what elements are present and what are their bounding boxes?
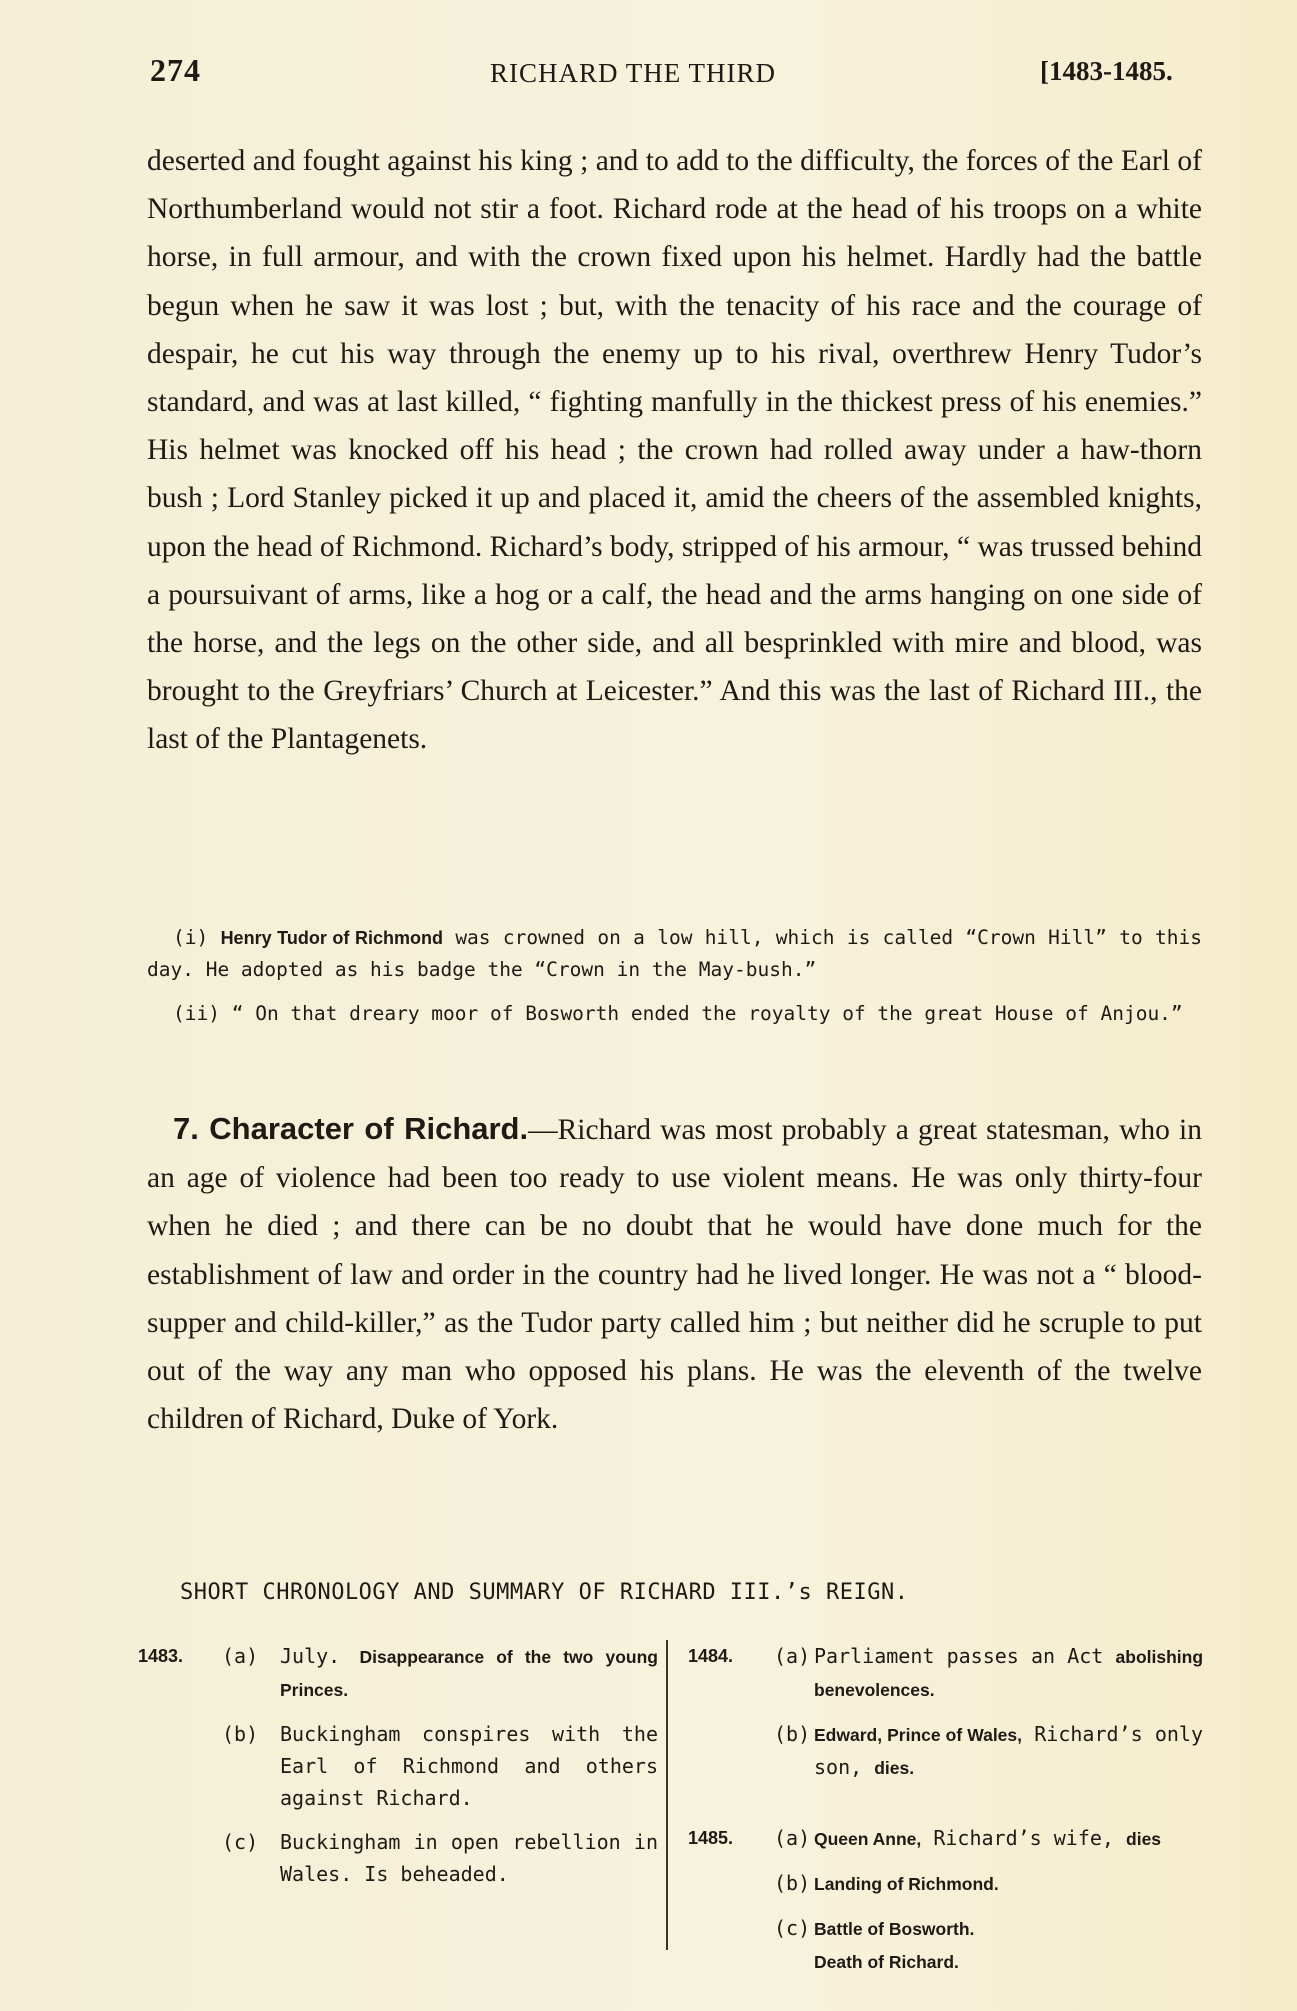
entry-bold: Landing of Richmond. bbox=[814, 1874, 999, 1894]
entry-text: Buckingham conspires with the Earl of Richmond and others against Richard. bbox=[280, 1722, 658, 1810]
entry-bold: abolishing benevolences. bbox=[814, 1647, 1204, 1700]
section-text: —Richard was most probably a great statesman, who in an age of violence had been too ready to use violent means. He was only thirty-four when he died ; and there can be no doubt that he would have done much for the establishment of law and order in the country had he lived longer. He was not a “ blood-supper and child-killer,” as the Tudor party called him ; but neither did he scruple to put out of the way any man who opposed his plans. He was the eleventh of the twelve children of Richard, Duke of York. bbox=[147, 1114, 1202, 1436]
page-number: 274 bbox=[150, 52, 201, 88]
chronology-entry bbox=[138, 1826, 658, 1890]
entry-text: Parliament passes an Act bbox=[814, 1644, 1104, 1668]
chronology-entry bbox=[688, 1640, 1203, 1706]
paragraph-character bbox=[147, 1105, 1202, 1443]
note-ii bbox=[147, 998, 1202, 1030]
column-divider bbox=[666, 1640, 668, 1950]
chronology-entry bbox=[688, 1718, 1203, 1784]
entry-bold: dies bbox=[1126, 1829, 1162, 1849]
footnotes bbox=[147, 922, 1202, 1042]
chronology-entry bbox=[138, 1640, 658, 1706]
entry-marker: (b) bbox=[222, 1722, 259, 1746]
section-heading: 7. Character of Richard. bbox=[173, 1111, 529, 1146]
chronology-right-column bbox=[688, 1640, 1203, 1990]
note-bold: Henry Tudor of Richmond bbox=[220, 928, 443, 948]
running-header bbox=[0, 52, 1297, 102]
note-i bbox=[147, 922, 1202, 986]
entry-marker: (a) bbox=[222, 1644, 259, 1668]
chronology-left-column bbox=[138, 1640, 658, 1902]
note-text: “ On that dreary moor of Bosworth ended the royalty of the great House of Anjou.” bbox=[231, 1002, 1183, 1025]
entry-bold: Edward, Prince of Wales, bbox=[814, 1725, 1023, 1745]
note-label: (ii) bbox=[173, 1002, 220, 1025]
note-label: (i) bbox=[173, 926, 209, 949]
entry-text: Buckingham in open rebellion in Wales. Is beheaded. bbox=[280, 1830, 658, 1886]
entry-text: Richard’s only son, bbox=[814, 1722, 1204, 1779]
entry-bold: dies. bbox=[874, 1758, 915, 1778]
entry-marker: (b) bbox=[774, 1722, 811, 1746]
chronology-entry bbox=[688, 1867, 1203, 1900]
entry-marker: (c) bbox=[222, 1830, 259, 1854]
entry-marker: (c) bbox=[774, 1916, 811, 1940]
header-years: [1483-1485. bbox=[1040, 56, 1173, 86]
chronology-entry bbox=[688, 1912, 1203, 1978]
entry-bold: Queen Anne, bbox=[814, 1829, 922, 1849]
chronology-entry bbox=[138, 1718, 658, 1814]
entry-marker: (a) bbox=[774, 1644, 811, 1668]
entry-bold: Disappearance of the two young Princes. bbox=[280, 1647, 658, 1700]
entry-bold: Battle of Bosworth. bbox=[814, 1919, 975, 1939]
chronology-title: SHORT CHRONOLOGY AND SUMMARY OF RICHARD III.’s REIGN. bbox=[180, 1580, 909, 1605]
entry-year: 1483. bbox=[138, 1646, 184, 1666]
entry-text: Richard’s wife, bbox=[933, 1826, 1114, 1850]
chronology-entry bbox=[688, 1822, 1203, 1855]
entry-bold: Death of Richard. bbox=[814, 1952, 959, 1972]
entry-marker: (b) bbox=[774, 1871, 811, 1895]
entry-marker: (a) bbox=[774, 1826, 811, 1850]
running-title: RICHARD THE THIRD bbox=[490, 58, 777, 88]
note-text: was crowned on a low hill, which is called “Crown Hill” to this day. He adopted as his badge the “Crown in the May-bush.” bbox=[147, 926, 1202, 981]
entry-year: 1484. bbox=[688, 1646, 734, 1666]
entry-year: 1485. bbox=[688, 1828, 734, 1848]
entry-text: July. bbox=[280, 1644, 341, 1668]
paragraph-battle: deserted and fought against his king ; and to add to the difficulty, the forces of the Earl of Northumberland would not stir a foot. Richard rode at the head of his troops on a white horse, in full armour, and with the crown fixed upon his helmet. Hardly had the battle begun when he saw it was lost ; but, with the tenacity of his race and the courage of despair, he cut his way through the enemy up to his rival, overthrew Henry Tudor’s standard, and was at last killed, “ fighting manfully in the thickest press of his enemies.” His helmet was knocked off his head ; the crown had rolled away under a haw-thorn bush ; Lord Stanley picked it up and placed it, amid the cheers of the assembled knights, upon the head of Richmond. Richard’s body, stripped of his armour, “ was trussed behind a poursuivant of arms, like a hog or a calf, the head and the arms hanging on one side of the horse, and the legs on the other side, and all besprinkled with mire and blood, was brought to the Greyfriars’ Church at Leicester.” And this was the last of Richard III., the last of the Plantagenets. bbox=[147, 145, 1202, 756]
